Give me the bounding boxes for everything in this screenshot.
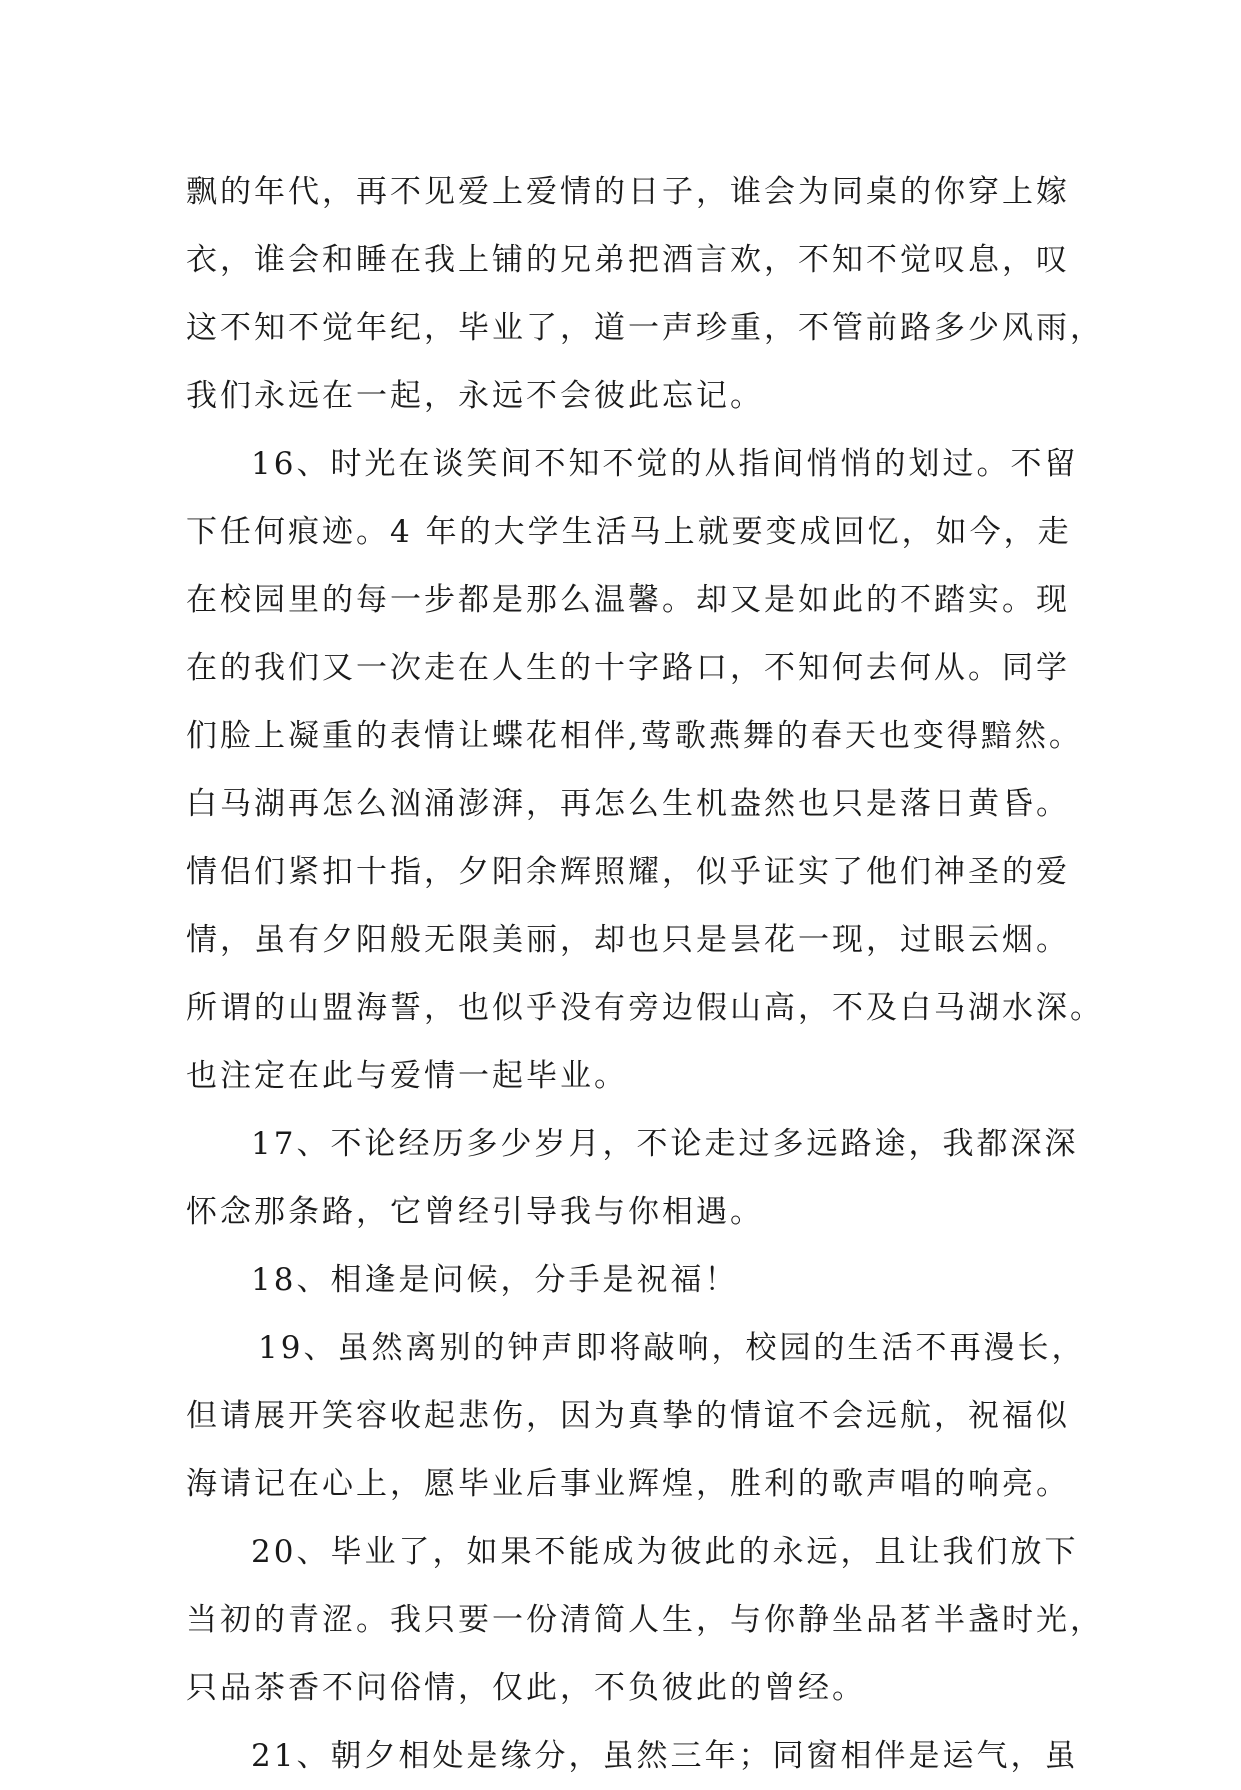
- text-line: 17、不论经历多少岁月，不论走过多远路途，我都深深: [251, 1126, 1079, 1162]
- paragraph-17: [186, 1110, 1086, 1246]
- text-line: 19、虽然离别的钟声即将敲响，校园的生活不再漫长，: [258, 1330, 1086, 1366]
- text-line: 在的我们又一次走在人生的十字路口，不知何去何从。同学: [186, 650, 1070, 686]
- text-line: 只品茶香不问俗情，仅此，不负彼此的曾经。: [186, 1670, 866, 1706]
- text-line: 但请展开笑容收起悲伤，因为真挚的情谊不会远航，祝福似: [186, 1398, 1070, 1434]
- text-line: 也注定在此与爱情一起毕业。: [186, 1058, 628, 1094]
- text-line: 16、时光在谈笑间不知不觉的从指间悄悄的划过。不留: [251, 446, 1079, 482]
- text-line: 衣，谁会和睡在我上铺的兄弟把酒言欢，不知不觉叹息，叹: [186, 242, 1070, 278]
- text-line: 在校园里的每一步都是那么温馨。却又是如此的不踏实。现: [186, 582, 1070, 618]
- text-line: 们脸上凝重的表情让蝶花相伴,莺歌燕舞的春天也变得黯然。: [186, 718, 1083, 754]
- document-body: [186, 158, 1104, 1790]
- text-line: 飘的年代，再不见爱上爱情的日子，谁会为同桌的你穿上嫁: [186, 174, 1070, 210]
- text-line: 18、相逢是问候，分手是祝福！: [251, 1262, 739, 1298]
- text-line: 白马湖再怎么汹涌澎湃，再怎么生机盎然也只是落日黄昏。: [186, 786, 1070, 822]
- text-line: 我们永远在一起，永远不会彼此忘记。: [186, 378, 764, 414]
- text-line: 情，虽有夕阳般无限美丽，却也只是昙花一现，过眼云烟。: [186, 922, 1070, 958]
- paragraph-16: [186, 430, 1104, 1110]
- text-line: 海请记在心上，愿毕业后事业辉煌，胜利的歌声唱的响亮。: [186, 1466, 1070, 1502]
- text-line: 当初的青涩。我只要一份清简人生，与你静坐品茗半盏时光，: [186, 1602, 1104, 1638]
- paragraph-19: [186, 1314, 1086, 1518]
- paragraph-21: [186, 1722, 1086, 1790]
- text-line: 21、朝夕相处是缘分，虽然三年；同窗相伴是运气，虽: [251, 1738, 1079, 1774]
- paragraph-20: [186, 1518, 1104, 1722]
- text-line: 情侣们紧扣十指，夕阳余辉照耀，似乎证实了他们神圣的爱: [186, 854, 1070, 890]
- text-line: 所谓的山盟海誓，也似乎没有旁边假山高，不及白马湖水深。: [186, 990, 1104, 1026]
- text-line: 20、毕业了，如果不能成为彼此的永远，且让我们放下: [251, 1534, 1079, 1570]
- paragraph-18: [186, 1246, 1086, 1314]
- text-line: 下任何痕迹。4 年的大学生活马上就要变成回忆，如今，走: [186, 514, 1072, 550]
- text-line: 这不知不觉年纪，毕业了，道一声珍重，不管前路多少风雨，: [186, 310, 1104, 346]
- text-line: 怀念那条路，它曾经引导我与你相遇。: [186, 1194, 764, 1230]
- paragraph-continuation: [186, 158, 1104, 430]
